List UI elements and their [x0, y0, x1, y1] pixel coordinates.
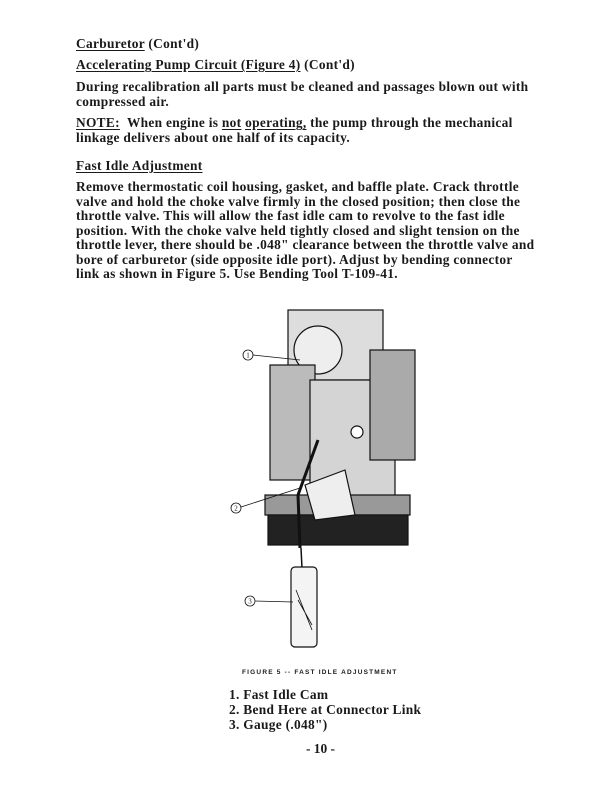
note-line: NOTE: When engine is not operating, the pump through the mechanical [76, 115, 513, 130]
paragraph-line: link as shown in Figure 5. Use Bending Tool T-109-41. [76, 266, 398, 281]
fast-idle-heading: Fast Idle Adjustment [76, 158, 203, 173]
callout-2-label: 2 [234, 504, 238, 513]
section-title: Carburetor (Cont'd) [76, 36, 200, 51]
figure-caption: FIGURE 5 -- FAST IDLE ADJUSTMENT [242, 669, 398, 676]
paragraph-line: throttle lever, there should be .048" clearance between the throttle valve and [76, 237, 535, 252]
paragraph-line: position. With the choke valve held tightly closed and slight tension on the [76, 222, 520, 238]
subsection-title: Accelerating Pump Circuit (Figure 4) (Cont'd) [76, 57, 355, 72]
paragraph-line: valve and hold the choke valve firmly in the closed position; then close the [76, 193, 521, 209]
callout-3-label: 3 [248, 597, 252, 606]
paragraph-line: compressed air. [76, 94, 170, 109]
legend-item: 3. Gauge (.048") [229, 717, 328, 732]
note-line: linkage delivers about one half of its capacity. [76, 130, 351, 145]
page-number: - 10 - [306, 741, 336, 756]
legend-item: 2. Bend Here at Connector Link [229, 702, 422, 717]
paragraph-line: throttle valve. This will allow the fast idle cam to revolve to the fast idle [76, 208, 505, 223]
paragraph-line: Remove thermostatic coil housing, gasket, and baffle plate. Crack throttle [76, 179, 519, 194]
callout-1-label: 1 [246, 351, 250, 360]
paragraph-line: During recalibration all parts must be cleaned and passages blown out with [76, 79, 529, 94]
legend-item: 1. Fast Idle Cam [229, 687, 329, 702]
paragraph-line: bore of carburetor (side opposite idle port). Adjust by bending connector [76, 251, 513, 267]
